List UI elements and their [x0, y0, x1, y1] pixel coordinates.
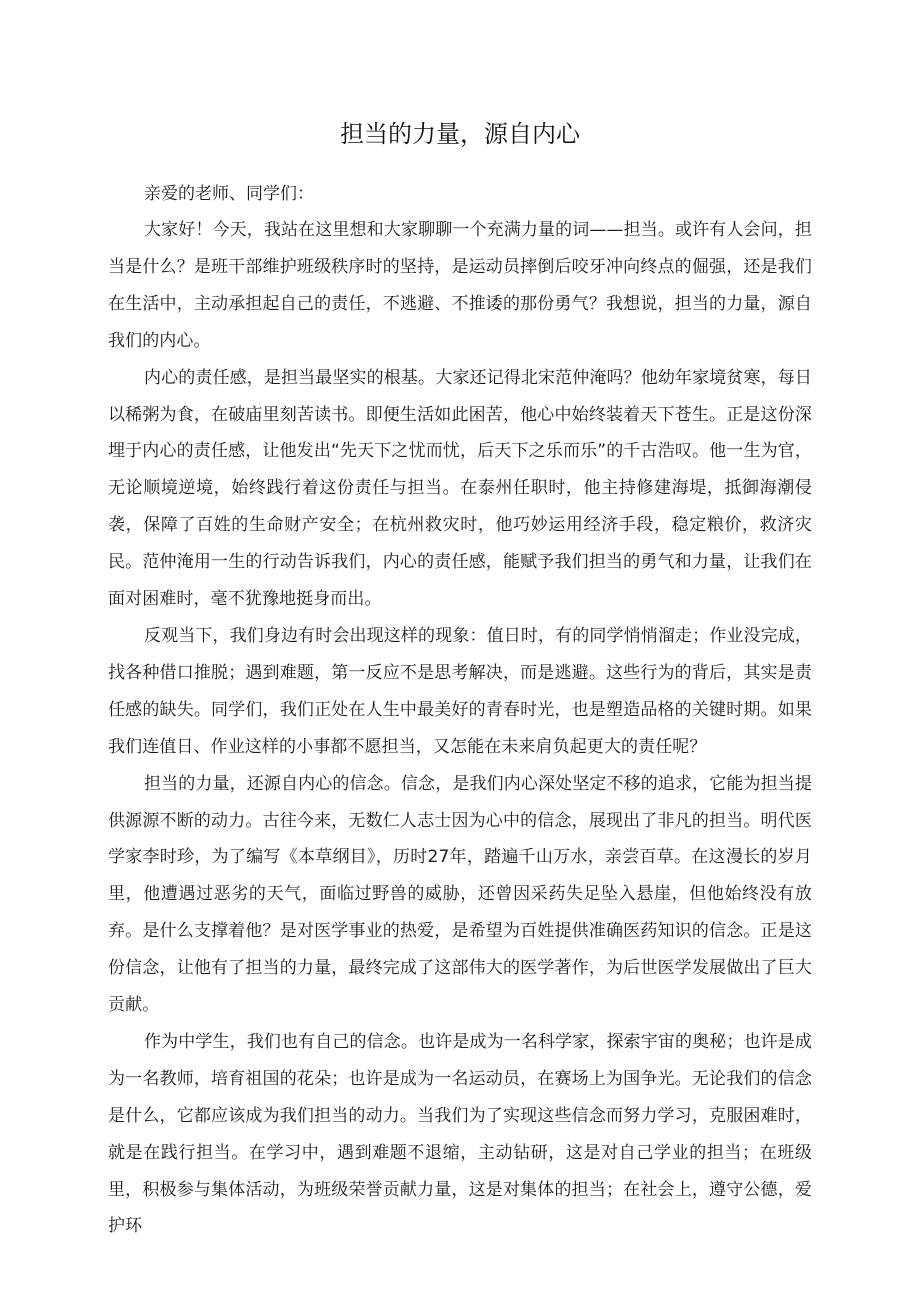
paragraph-responsibility: 内心的责任感，是担当最坚实的根基。大家还记得北宋范仲淹吗？他幼年家境贫寒，每日以稀粥为食，在破庙里刻苦读书。即便生活如此困苦，他心中始终装着天下苍生。正是这份深埋于内心的责任感，让他发出“先天下之忧而忧，后天下之乐而乐”的千古浩叹。他一生为官，无论顺境逆境，始终践行着这份责任与担当。在泰州任职时，他主持修建海堤，抵御海潮侵袭，保障了百姓的生命财产安全；在杭州救灾时，他巧妙运用经济手段，稳定粮价，救济灾民。范仲淹用一生的行动告诉我们，内心的责任感，能赋予我们担当的勇气和力量，让我们在面对困难时，毫不犹豫地挺身而出。	[108, 367, 812, 610]
paragraph-students: 作为中学生，我们也有自己的信念。也许是成为一名科学家，探索宇宙的奥秘；也许是成为一名教师，培育祖国的花朵；也许是成为一名运动员，在赛场上为国争光。无论我们的信念是什么，它都应该成为我们担当的动力。当我们为了实现这些信念而努力学习，克服困难时，就是在践行担当。在学习中，遇到难题不退缩，主动钻研，这是对自己学业的担当；在班级里，积极参与集体活动，为班级荣誉贡献力量，这是对集体的担当；在社会上，遵守公德，爱护环	[108, 1031, 812, 1237]
paragraph-reflection: 反观当下，我们身边有时会出现这样的现象：值日时，有的同学悄悄溜走；作业没完成，找各种借口推脱；遇到难题，第一反应不是思考解决，而是逃避。这些行为的背后，其实是责任感的缺失。同学们，我们正处在人生中最美好的青春时光，也是塑造品格的关键时期。如果我们连值日、作业这样的小事都不愿担当，又怎能在未来肩负起更大的责任呢？	[108, 625, 812, 757]
page-title: 担当的力量，源自内心	[340, 120, 580, 148]
paragraph-greeting: 大家好！今天，我站在这里想和大家聊聊一个充满力量的词——担当。或许有人会问，担当是什么？是班干部维护班级秩序时的坚持，是运动员摔倒后咬牙冲向终点的倔强，还是我们在生活中，主动承担起自己的责任，不逃避、不推诿的那份勇气？我想说，担当的力量，源自我们的内心。	[108, 220, 812, 351]
salutation: 亲爱的老师、同学们：	[144, 184, 314, 204]
paragraph-belief: 担当的力量，还源自内心的信念。信念，是我们内心深处坚定不移的追求，它能为担当提供源源不断的动力。古往今来，无数仁人志士因为心中的信念，展现出了非凡的担当。明代医学家李时珍，为了编写《本草纲目》，历时27年，踏遍千山万水，亲尝百草。在这漫长的岁月里，他遭遇过恶劣的天气，面临过野兽的威胁，还曾因采药失足坠入悬崖，但他始终没有放弃。是什么支撑着他？是对医学事业的热爱，是希望为百姓提供准确医药知识的信念。正是这份信念，让他有了担当的力量，最终完成了这部伟大的医学著作，为后世医学发展做出了巨大贡献。	[108, 773, 812, 1016]
speech-body	[108, 212, 812, 1245]
